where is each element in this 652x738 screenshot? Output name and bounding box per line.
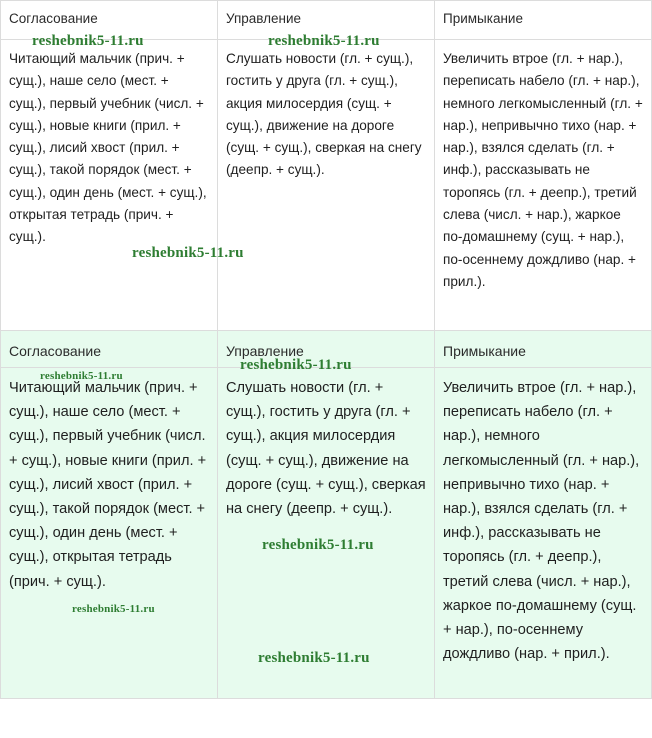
header-primykanie: Примыкание bbox=[435, 331, 652, 368]
syntax-table-bottom bbox=[0, 330, 652, 699]
header-upravlenie: Управление bbox=[218, 1, 435, 40]
header-upravlenie: Управление bbox=[218, 331, 435, 368]
watermark: reshebnik5-11.ru bbox=[258, 650, 370, 666]
cell-upravlenie: Слушать новости (гл. + сущ.), гостить у друга (гл. + сущ.), акция милосердия (сущ. + сущ.), движение на дороге (сущ. + сущ.), сверкая на снегу (деепр. + сущ.). bbox=[218, 368, 435, 699]
cell-soglasovanie: Читающий мальчик (прич. + сущ.), наше село (мест. + сущ.), первый учебник (числ. + сущ.), новые книги (прил. + сущ.), лисий хвост (прил. + сущ.), такой порядок (мест. + сущ.), один день (мест. + сущ.), открытая тетрадь (прич. + сущ.). bbox=[1, 40, 218, 335]
watermark: reshebnik5-11.ru bbox=[268, 33, 380, 49]
watermark: reshebnik5-11.ru bbox=[262, 537, 374, 553]
watermark: reshebnik5-11.ru bbox=[32, 33, 144, 49]
syntax-table-top bbox=[0, 0, 652, 335]
header-soglasovanie: Согласование bbox=[1, 331, 218, 368]
header-primykanie: Примыкание bbox=[435, 1, 652, 40]
cell-soglasovanie: Читающий мальчик (прич. + сущ.), наше село (мест. + сущ.), первый учебник (числ. + сущ.), новые книги (прил. + сущ.), лисий хвост (прил. + сущ.), такой порядок (мест. + сущ.), один день (мест. + сущ.), открытая тетрадь (прич. + сущ.). bbox=[1, 368, 218, 699]
cell-primykanie: Увеличить втрое (гл. + нар.), переписать набело (гл. + нар.), немного легкомысленный (гл. + нар.), непривычно тихо (нар. + нар.), взялся сделать (гл. + инф.), рассказывать не торопясь (гл. + деепр.), третий слева (числ. + нар.), жаркое по-домашнему (сущ. + нар.), по-осеннему дождливо (нар. + прил.). bbox=[435, 40, 652, 335]
cell-primykanie: Увеличить втрое (гл. + нар.), переписать набело (гл. + нар.), немного легкомысленный (гл. + нар.), непривычно тихо (нар. + нар.), взялся сделать (гл. + инф.), рассказывать не торопясь (гл. + деепр.), третий слева (числ. + нар.), жаркое по-домашнему (сущ. + нар.), по-осеннему дождливо (нар. + прил.). bbox=[435, 368, 652, 699]
page-footer-blank bbox=[0, 706, 600, 738]
cell-upravlenie: Слушать новости (гл. + сущ.), гостить у друга (гл. + сущ.), акция милосердия (сущ. + сущ.), движение на дороге (сущ. + сущ.), сверкая на снегу (деепр. + сущ.). bbox=[218, 40, 435, 335]
watermark: reshebnik5-11.ru bbox=[40, 370, 123, 382]
watermark: reshebnik5-11.ru bbox=[132, 245, 244, 261]
header-soglasovanie: Согласование bbox=[1, 1, 218, 40]
watermark: reshebnik5-11.ru bbox=[72, 603, 155, 615]
watermark: reshebnik5-11.ru bbox=[240, 357, 352, 373]
